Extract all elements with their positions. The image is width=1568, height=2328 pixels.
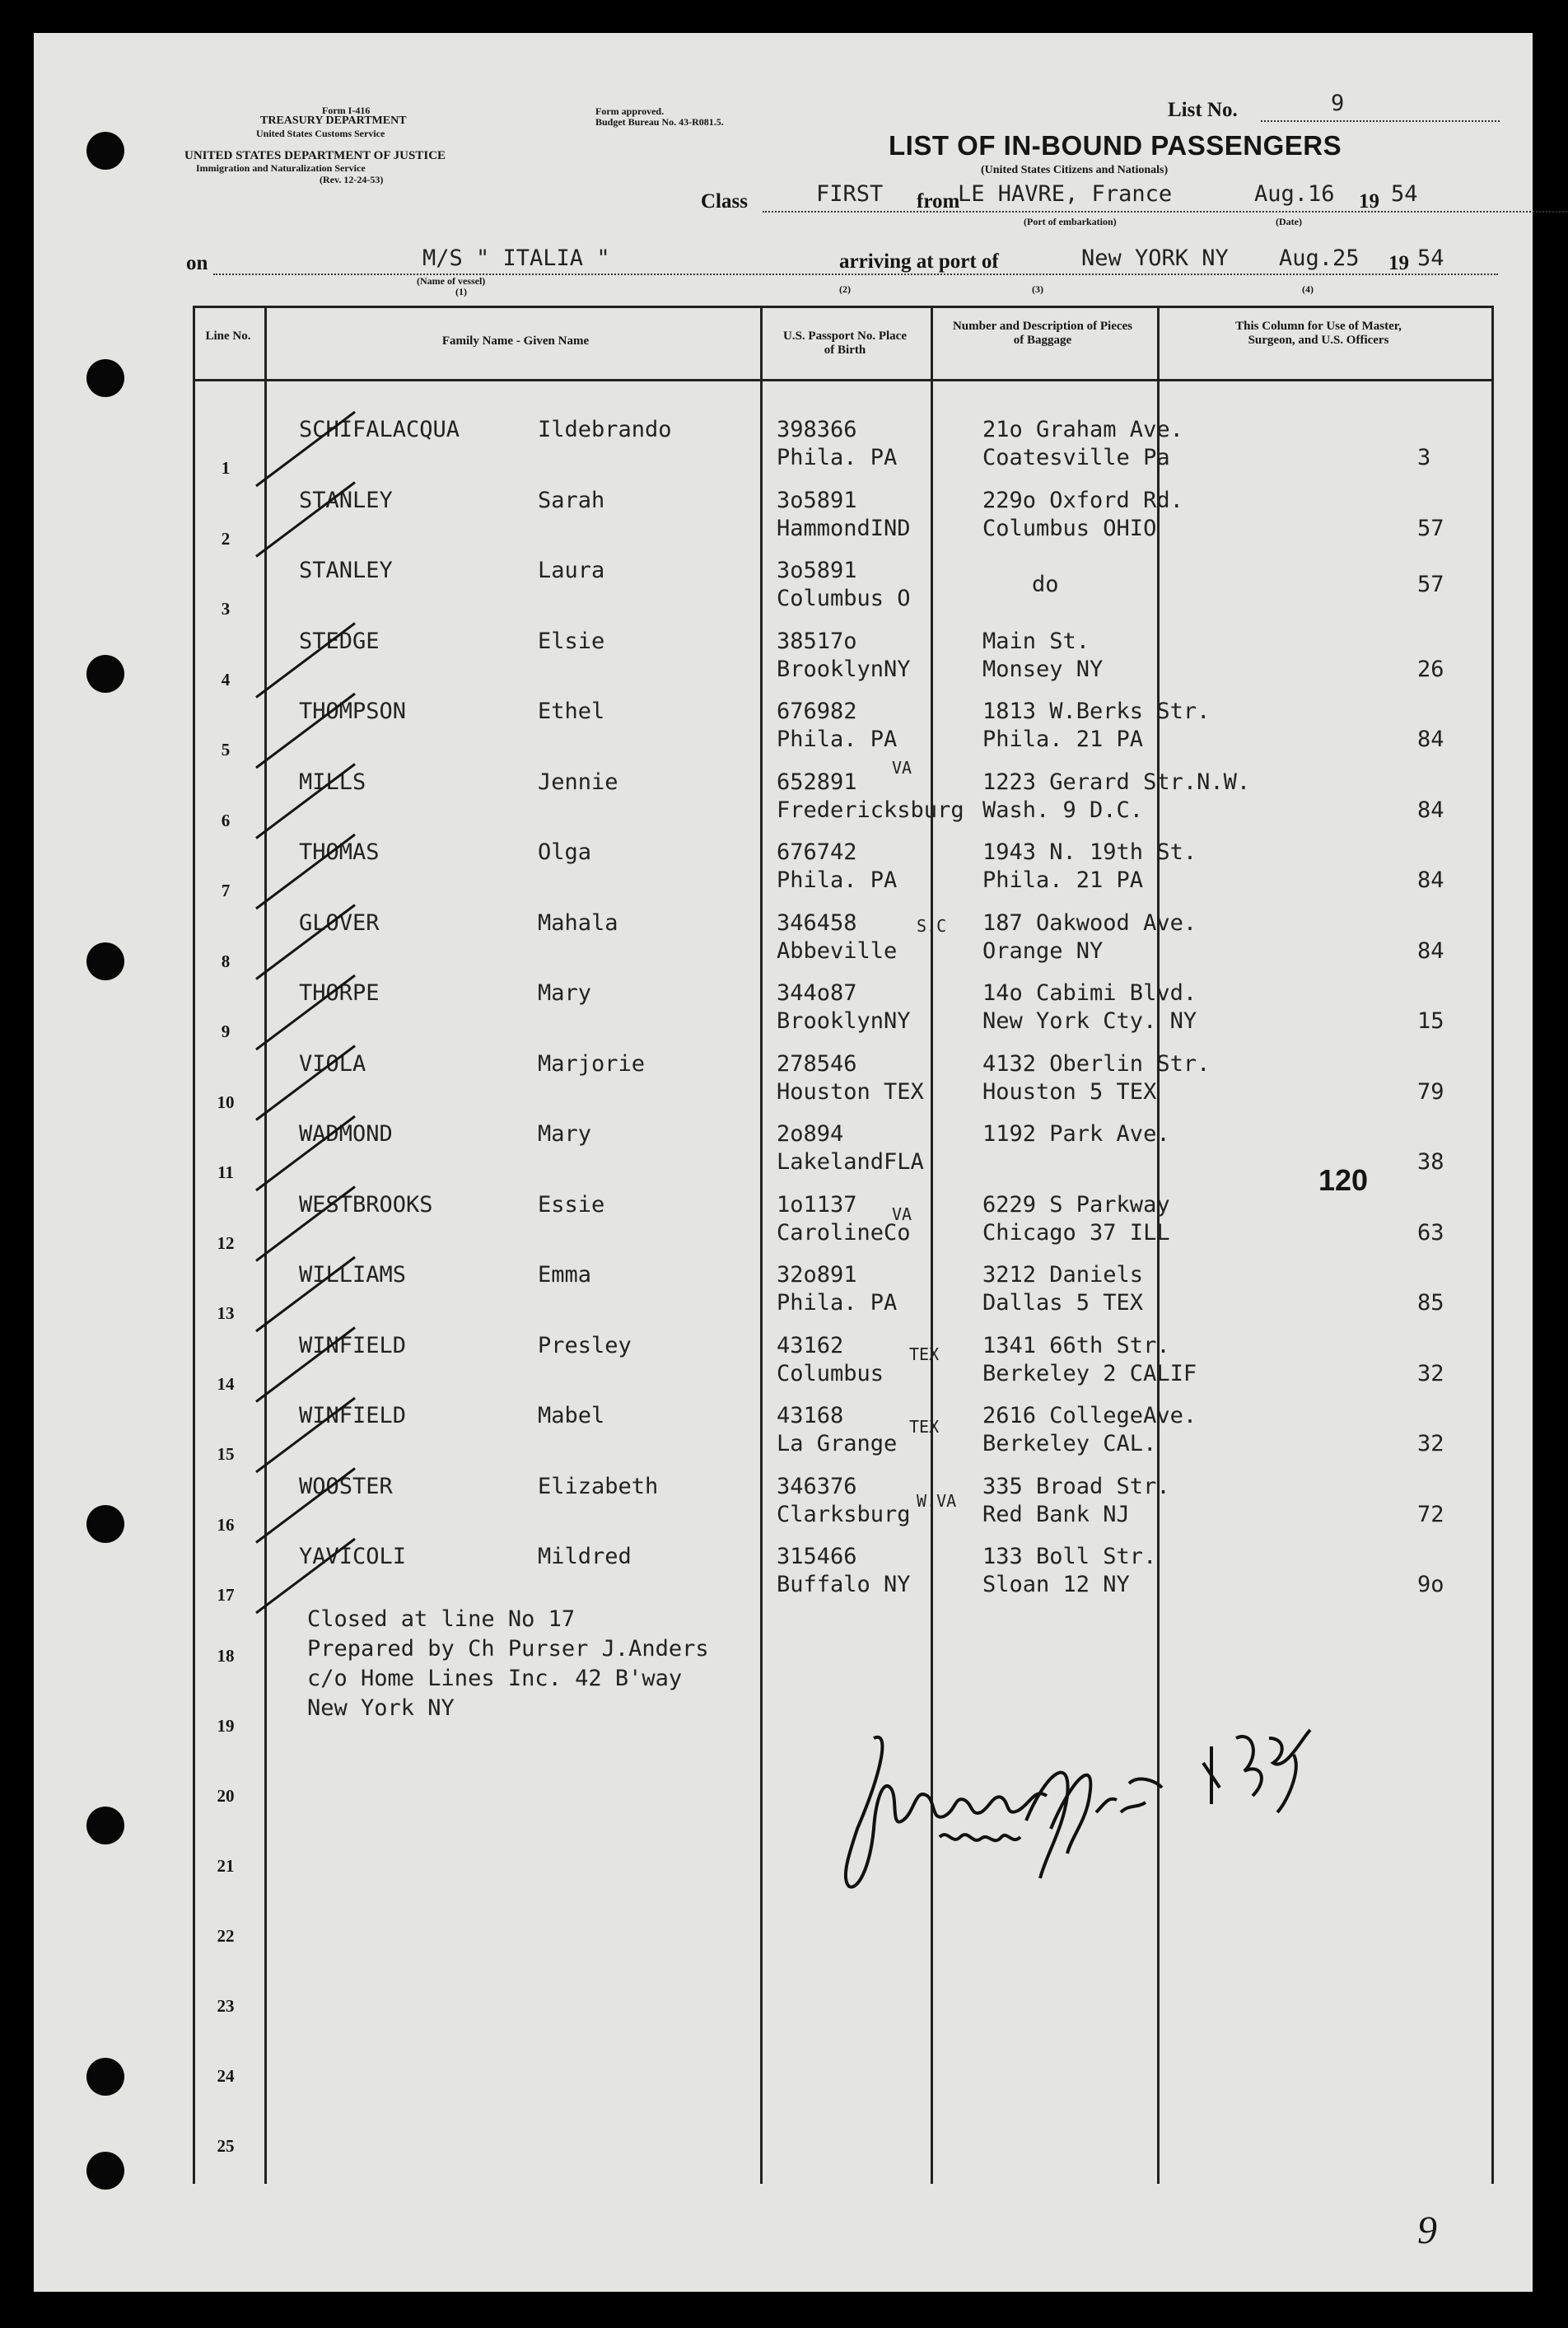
arrival-year: 54: [1417, 245, 1444, 271]
page-subtitle: (United States Citizens and Nationals): [981, 164, 1169, 176]
line-number: 14: [217, 1373, 235, 1394]
check-mark: [256, 975, 355, 1049]
place-of-birth: Columbus: [777, 1360, 884, 1386]
place-of-birth: CarolineCo: [777, 1219, 911, 1246]
treasury-dept: TREASURY DEPARTMENT: [260, 115, 407, 127]
line-number: 13: [217, 1303, 235, 1323]
header-baggage: Number and Description of Pieces of Baggage: [952, 320, 1133, 347]
place-of-birth: Phila. PA: [777, 727, 898, 752]
header-name: Family Name - Given Name: [441, 334, 590, 348]
budget-bureau: Budget Bureau No. 43-R081.5.: [595, 116, 724, 128]
check-mark: [256, 1398, 355, 1472]
place-of-birth: Phila. PA: [777, 445, 898, 470]
arriving-index-4: (4): [1302, 283, 1314, 295]
line-number: 22: [217, 1926, 235, 1946]
check-mark: [256, 694, 355, 768]
passport-number: 398366: [777, 417, 857, 442]
arriving-index-3: (3): [1032, 283, 1043, 295]
baggage-address-1: 187 Oakwood Ave.: [982, 909, 1197, 936]
given-name: Mahala: [538, 909, 618, 936]
line-number: 12: [217, 1232, 235, 1253]
check-mark: [256, 624, 355, 698]
passport-number: 344o87: [777, 980, 857, 1006]
line-number: 4: [221, 669, 231, 690]
birth-annotation: VA: [892, 758, 912, 778]
officer-number: 38: [1417, 1149, 1444, 1175]
baggage-address-2: Monsey NY: [982, 656, 1104, 682]
family-name: VIOLA: [299, 1050, 366, 1077]
line-number: 19: [217, 1716, 235, 1736]
place-of-birth: HammondIND: [777, 515, 911, 541]
passport-number: 32o891: [777, 1262, 857, 1288]
check-mark: [256, 1116, 355, 1190]
year-prefix: 19: [1359, 190, 1379, 213]
baggage-address-2: Phila. 21 PA: [982, 867, 1144, 893]
baggage-address-2: Orange NY: [982, 937, 1104, 964]
check-mark: [256, 1469, 355, 1543]
given-name: Ildebrando: [538, 417, 672, 442]
given-name: Sarah: [538, 487, 605, 513]
line-number: 1: [221, 458, 231, 478]
family-name: YAVICOLI: [299, 1544, 407, 1569]
given-name: Essie: [538, 1191, 605, 1218]
line-number: 5: [221, 740, 231, 760]
check-mark: [256, 764, 355, 839]
officer-number: 84: [1417, 937, 1444, 964]
vessel-note: (Name of vessel): [417, 275, 486, 287]
port-embark-note: (Port of embarkation): [1024, 216, 1117, 227]
baggage-address-1: 21o Graham Ave.: [982, 417, 1183, 442]
given-name: Mary: [538, 980, 592, 1006]
family-name: THORPE: [299, 980, 380, 1006]
binder-hole: [86, 1505, 124, 1543]
passport-number: 346458: [777, 909, 857, 936]
family-name: THOMPSON: [299, 699, 407, 724]
from-value: LE HAVRE, France: [958, 181, 1173, 207]
officer-number: 79: [1417, 1078, 1444, 1105]
baggage-address-2: Columbus OHIO: [982, 515, 1157, 541]
list-no-label: List No.: [1168, 99, 1238, 121]
officer-number: 32: [1417, 1431, 1444, 1456]
form-approved: Form approved.: [595, 105, 665, 117]
given-name: Mary: [538, 1121, 592, 1147]
passport-number: 676742: [777, 839, 857, 865]
birth-annotation: TEX: [909, 1344, 940, 1364]
family-name: WESTBROOKS: [299, 1191, 433, 1218]
binder-hole: [86, 655, 124, 693]
form-number: Form I-416: [322, 105, 371, 116]
check-mark: [256, 1257, 355, 1331]
check-mark: [256, 834, 355, 909]
officer-number: 84: [1417, 797, 1444, 823]
page-title: LIST OF IN-BOUND PASSENGERS: [889, 130, 1342, 161]
baggage-address-1: do: [1032, 572, 1059, 597]
baggage-address-1: 1813 W.Berks Str.: [982, 699, 1211, 724]
passport-number: 43168: [777, 1403, 844, 1428]
family-name: STANLEY: [299, 558, 393, 583]
line-number: 7: [221, 881, 231, 900]
line-number: 10: [217, 1092, 235, 1112]
immigration-service: Immigration and Naturalization Service: [196, 162, 366, 174]
given-name: Elsie: [538, 628, 605, 654]
form-revision: (Rev. 12-24-53): [320, 174, 384, 185]
baggage-address-1: 229o Oxford Rd.: [982, 487, 1183, 513]
given-name: Olga: [538, 839, 592, 865]
closing-line-4: New York NY: [307, 1695, 455, 1721]
vessel-name: M/S " ITALIA ": [422, 245, 610, 271]
customs-service: United States Customs Service: [256, 128, 385, 139]
baggage-address-2: Coatesville Pa: [982, 445, 1170, 470]
baggage-address-1: 1341 66th Str.: [982, 1332, 1170, 1358]
family-name: THOMAS: [299, 839, 380, 865]
check-mark: [256, 483, 355, 557]
baggage-address-1: 335 Broad Str.: [982, 1473, 1170, 1499]
arrival-year-prefix: 19: [1388, 252, 1409, 274]
check-mark: [256, 1539, 355, 1613]
page-mark: 9: [1417, 2209, 1437, 2252]
officer-signature: [824, 1705, 1351, 1911]
line-number: 16: [217, 1514, 235, 1535]
baggage-address-2: New York Cty. NY: [982, 1008, 1197, 1034]
baggage-address-2: Dallas 5 TEX: [982, 1290, 1144, 1316]
baggage-address-2: Sloan 12 NY: [982, 1572, 1130, 1597]
tick-marks: [240, 379, 407, 1615]
arrival-date: Aug.25: [1279, 245, 1360, 271]
given-name: Emma: [538, 1262, 592, 1288]
given-name: Jennie: [538, 769, 618, 795]
closing-line-3: c/o Home Lines Inc. 42 B'way: [307, 1666, 683, 1691]
officer-number: 85: [1417, 1290, 1444, 1316]
check-mark: [256, 1046, 355, 1120]
line-number: 15: [217, 1444, 235, 1464]
justice-dept: UNITED STATES DEPARTMENT OF JUSTICE: [184, 149, 446, 162]
family-name: WINFIELD: [299, 1403, 407, 1428]
passport-number: 1o1137: [777, 1191, 857, 1218]
place-of-birth: Houston TEX: [777, 1078, 924, 1105]
check-mark: [256, 905, 355, 979]
officer-number: 9o: [1417, 1572, 1444, 1597]
class-label: Class: [701, 190, 748, 213]
check-mark: [256, 1187, 355, 1261]
baggage-address-1: 1192 Park Ave.: [982, 1121, 1170, 1147]
given-name: Mabel: [538, 1403, 605, 1428]
officer-number: 15: [1417, 1008, 1444, 1034]
line-number: 23: [217, 1996, 235, 2016]
header-line-no: Line No.: [205, 330, 251, 343]
baggage-address-2: Berkeley CAL.: [982, 1431, 1157, 1456]
line-number: 6: [221, 810, 231, 830]
family-name: GLOVER: [299, 909, 380, 936]
baggage-address-2: Berkeley 2 CALIF: [982, 1360, 1197, 1386]
binder-hole: [86, 359, 124, 397]
baggage-address-2: Red Bank NJ: [982, 1501, 1130, 1527]
line-number: 9: [221, 1021, 231, 1041]
officer-number: 57: [1417, 572, 1444, 597]
line-number: 20: [217, 1786, 235, 1806]
birth-annotation: TEX: [909, 1417, 940, 1437]
handwritten-120: 120: [1318, 1163, 1369, 1197]
binder-hole: [86, 132, 124, 170]
line-number: 21: [217, 1856, 235, 1876]
closing-line-1: Closed at line No 17: [307, 1606, 576, 1632]
line-number: 2: [221, 528, 231, 549]
baggage-address-1: Main St.: [982, 628, 1090, 654]
officer-number: 3: [1417, 445, 1431, 470]
document-page: [34, 33, 1533, 2292]
place-of-birth: La Grange: [777, 1431, 898, 1456]
binder-hole: [86, 942, 124, 980]
baggage-address-1: 6229 S Parkway: [982, 1191, 1170, 1218]
passport-number: 278546: [777, 1050, 857, 1077]
birth-annotation: S.C: [917, 916, 947, 936]
passport-number: 3o5891: [777, 558, 857, 583]
baggage-address-2: Wash. 9 D.C.: [982, 797, 1144, 823]
class-value: FIRST: [816, 181, 884, 207]
arriving-label: arriving at port of: [839, 250, 999, 273]
on-label: on: [186, 252, 208, 274]
passport-number: 652891: [777, 769, 857, 795]
family-name: WOOSTER: [299, 1473, 393, 1499]
binder-hole: [86, 2058, 124, 2096]
passport-number: 43162: [777, 1332, 844, 1358]
given-name: Laura: [538, 558, 605, 583]
family-name: STEDGE: [299, 628, 380, 654]
officer-number: 32: [1417, 1360, 1444, 1386]
line-number: 24: [217, 2066, 235, 2086]
family-name: WILLIAMS: [299, 1262, 407, 1288]
baggage-address-2: Chicago 37 ILL: [982, 1219, 1170, 1246]
header-passport: U.S. Passport No. Place of Birth: [783, 330, 907, 357]
birth-annotation: W.VA: [917, 1491, 957, 1511]
line-number: 11: [217, 1162, 234, 1182]
place-of-birth: Fredericksburg: [777, 797, 964, 823]
officer-number: 84: [1417, 867, 1444, 893]
from-label: from: [917, 190, 960, 213]
departure-date: Aug.16: [1254, 181, 1335, 207]
place-of-birth: LakelandFLA: [777, 1149, 924, 1175]
officer-number: 57: [1417, 515, 1444, 541]
family-name: STANLEY: [299, 487, 393, 513]
place-of-birth: Phila. PA: [777, 1290, 898, 1316]
baggage-address-1: 4132 Oberlin Str.: [982, 1050, 1211, 1077]
place-of-birth: Phila. PA: [777, 867, 898, 893]
given-name: Elizabeth: [538, 1473, 659, 1499]
passport-number: 315466: [777, 1544, 857, 1569]
departure-year: 54: [1391, 181, 1418, 207]
line-number: 3: [221, 599, 231, 619]
list-no-value: 9: [1331, 91, 1345, 116]
date-note: (Date): [1276, 216, 1302, 227]
passport-number: 346376: [777, 1473, 857, 1499]
closing-line-2: Prepared by Ch Purser J.Anders: [307, 1636, 709, 1662]
line-number: 17: [217, 1585, 235, 1605]
passport-number: 3o5891: [777, 487, 857, 513]
given-name: Marjorie: [538, 1050, 646, 1077]
birth-annotation: VA: [892, 1204, 912, 1224]
baggage-address-1: 3212 Daniels: [982, 1262, 1144, 1288]
place-of-birth: Clarksburg: [777, 1501, 911, 1527]
line-number: 25: [217, 2136, 235, 2156]
officer-number: 84: [1417, 727, 1444, 752]
baggage-address-1: 1223 Gerard Str.N.W.: [982, 769, 1251, 795]
baggage-address-1: 14o Cabimi Blvd.: [982, 980, 1197, 1006]
family-name: WINFIELD: [299, 1332, 407, 1358]
baggage-address-1: 2616 CollegeAve.: [982, 1403, 1197, 1428]
baggage-address-2: Phila. 21 PA: [982, 727, 1144, 752]
passport-number: 2o894: [777, 1121, 844, 1147]
passport-number: 38517o: [777, 628, 857, 654]
officer-number: 26: [1417, 656, 1444, 682]
family-name: SCHIFALACQUA: [299, 417, 460, 442]
baggage-address-1: 1943 N. 19th St.: [982, 839, 1197, 865]
place-of-birth: Columbus O: [777, 586, 911, 611]
vessel-index: (1): [455, 286, 467, 297]
place-of-birth: BrooklynNY: [777, 1008, 911, 1034]
place-of-birth: Buffalo NY: [777, 1572, 911, 1597]
officer-number: 63: [1417, 1219, 1444, 1246]
arriving-index-2: (2): [839, 283, 851, 295]
arrival-port: New YORK NY: [1081, 245, 1229, 271]
family-name: MILLS: [299, 769, 366, 795]
baggage-address-2: Houston 5 TEX: [982, 1078, 1157, 1105]
binder-hole: [86, 1807, 124, 1844]
place-of-birth: Abbeville: [777, 937, 898, 964]
check-mark: [256, 1328, 355, 1402]
given-name: Mildred: [538, 1544, 632, 1569]
place-of-birth: BrooklynNY: [777, 656, 911, 682]
check-mark: [256, 412, 355, 486]
given-name: Ethel: [538, 699, 605, 724]
baggage-address-1: 133 Boll Str.: [982, 1544, 1157, 1569]
officer-number: 72: [1417, 1501, 1444, 1527]
family-name: WADMOND: [299, 1121, 393, 1147]
line-number: 8: [221, 951, 231, 971]
header-officers: This Column for Use of Master, Surgeon, and U.S. Officers: [1235, 320, 1402, 347]
given-name: Presley: [538, 1332, 632, 1358]
passport-number: 676982: [777, 699, 857, 724]
line-number: 18: [217, 1646, 235, 1666]
binder-hole: [86, 2152, 124, 2190]
